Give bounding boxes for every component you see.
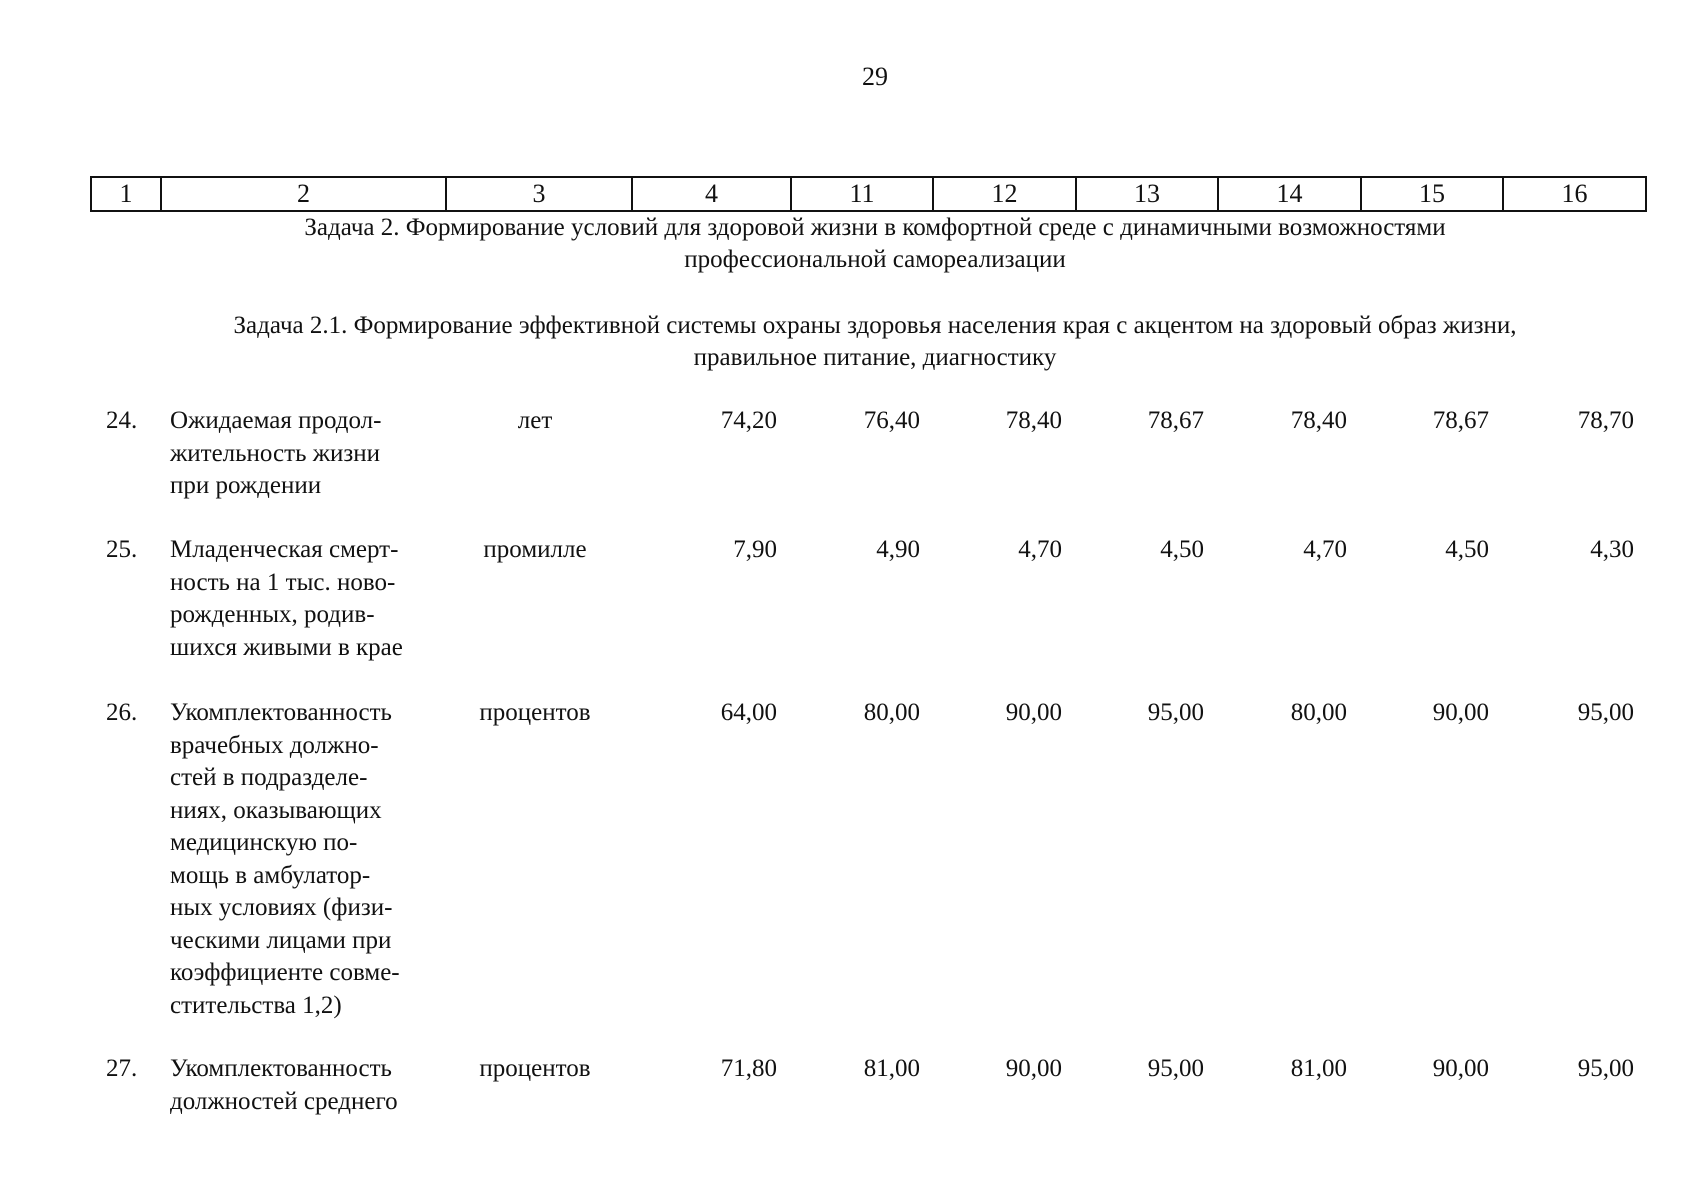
unit-of-measure: лет bbox=[517, 407, 553, 434]
column-number-cell: 3 bbox=[446, 177, 632, 211]
indicator-value: 76,40 bbox=[863, 407, 920, 434]
indicator-name-line: шихся живыми в крае bbox=[170, 633, 403, 661]
indicator-value: 80,00 bbox=[1290, 699, 1347, 726]
page-number: 29 bbox=[862, 62, 888, 91]
indicator-value: 81,00 bbox=[1290, 1055, 1347, 1082]
column-number-cell: 13 bbox=[1076, 177, 1218, 211]
column-number-cell: 2 bbox=[161, 177, 446, 211]
indicator-value: 74,20 bbox=[720, 407, 777, 434]
indicator-name bbox=[170, 697, 470, 1022]
indicator-name-line: при рождении bbox=[170, 472, 322, 499]
column-number-cell: 15 bbox=[1361, 177, 1503, 211]
task-2-1-heading-line: правильное питание, диагностику bbox=[693, 344, 1057, 371]
unit-of-measure: процентов bbox=[479, 1055, 591, 1082]
column-number-cell: 1 bbox=[91, 177, 161, 211]
indicator-value: 90,00 bbox=[1005, 1055, 1062, 1082]
indicator-name-line: стительства 1,2) bbox=[170, 991, 342, 1019]
row-number: 26. bbox=[106, 699, 138, 726]
indicator-name-line: ных условиях (физи- bbox=[170, 894, 393, 921]
indicator-name-line: медицинскую по- bbox=[170, 829, 358, 856]
unit-of-measure: промилле bbox=[483, 536, 587, 563]
indicator-name-line: должностей среднего bbox=[170, 1087, 398, 1115]
indicator-name-line: жительность жизни bbox=[170, 439, 381, 467]
indicator-name-line: ность на 1 тыс. ново- bbox=[170, 568, 396, 596]
indicator-name-line: ческими лицами при bbox=[170, 926, 392, 954]
indicator-value: 4,90 bbox=[876, 536, 920, 563]
indicator-name-line: Ожидаемая продол- bbox=[170, 407, 382, 434]
indicator-name-line: ниях, оказывающих bbox=[170, 796, 382, 824]
unit-of-measure: процентов bbox=[479, 699, 591, 726]
indicator-name-line: стей в подразделе- bbox=[170, 764, 368, 791]
indicator-name-line: рожденных, родив- bbox=[170, 601, 375, 628]
indicator-value: 78,70 bbox=[1577, 407, 1634, 434]
task-2-heading-line: Задача 2. Формирование условий для здоровой жизни в комфортной среде с динамичными возможностями bbox=[304, 214, 1446, 241]
indicator-name-line: врачебных должно- bbox=[170, 731, 379, 759]
indicator-value: 78,67 bbox=[1432, 407, 1489, 434]
indicator-value: 95,00 bbox=[1147, 1055, 1204, 1082]
indicator-name bbox=[170, 534, 470, 664]
indicator-name bbox=[170, 405, 470, 503]
indicator-name bbox=[170, 1053, 470, 1118]
column-number-cell: 4 bbox=[632, 177, 791, 211]
task-2-heading-line: профессиональной самореализации bbox=[684, 246, 1066, 273]
indicator-value: 80,00 bbox=[863, 699, 920, 726]
indicator-value: 90,00 bbox=[1005, 699, 1062, 726]
indicator-name-line: Укомплектованность bbox=[170, 699, 392, 726]
indicator-value: 7,90 bbox=[733, 536, 777, 563]
indicator-name-line: Младенческая смерт- bbox=[170, 536, 399, 563]
indicator-value: 95,00 bbox=[1147, 699, 1204, 726]
indicator-value: 78,40 bbox=[1290, 407, 1347, 434]
indicator-name-line: коэффициенте совме- bbox=[170, 959, 400, 986]
indicator-value: 90,00 bbox=[1432, 699, 1489, 726]
indicator-name-line: мощь в амбулатор- bbox=[170, 861, 371, 889]
indicator-value: 81,00 bbox=[863, 1055, 920, 1082]
indicator-name-line: Укомплектованность bbox=[170, 1055, 392, 1082]
row-number: 24. bbox=[106, 407, 138, 434]
indicator-value: 71,80 bbox=[720, 1055, 777, 1082]
column-number-cell: 14 bbox=[1218, 177, 1361, 211]
column-number-cell: 11 bbox=[791, 177, 933, 211]
column-number-cell: 12 bbox=[933, 177, 1076, 211]
indicator-value: 4,50 bbox=[1445, 536, 1489, 563]
indicator-value: 95,00 bbox=[1577, 699, 1634, 726]
column-number-cell: 16 bbox=[1503, 177, 1646, 211]
row-number: 27. bbox=[106, 1055, 138, 1082]
task-2-1-heading-line: Задача 2.1. Формирование эффективной системы охраны здоровья населения края с акцентом на здоровый образ жизни, bbox=[233, 312, 1517, 339]
indicator-value: 64,00 bbox=[720, 699, 777, 726]
indicator-value: 90,00 bbox=[1432, 1055, 1489, 1082]
indicator-value: 78,67 bbox=[1147, 407, 1204, 434]
indicator-value: 4,30 bbox=[1590, 536, 1634, 563]
row-number: 25. bbox=[106, 536, 138, 563]
indicator-value: 4,70 bbox=[1018, 536, 1062, 563]
indicator-value: 78,40 bbox=[1005, 407, 1062, 434]
indicator-value: 95,00 bbox=[1577, 1055, 1634, 1082]
indicator-value: 4,50 bbox=[1160, 536, 1204, 563]
indicator-value: 4,70 bbox=[1303, 536, 1347, 563]
